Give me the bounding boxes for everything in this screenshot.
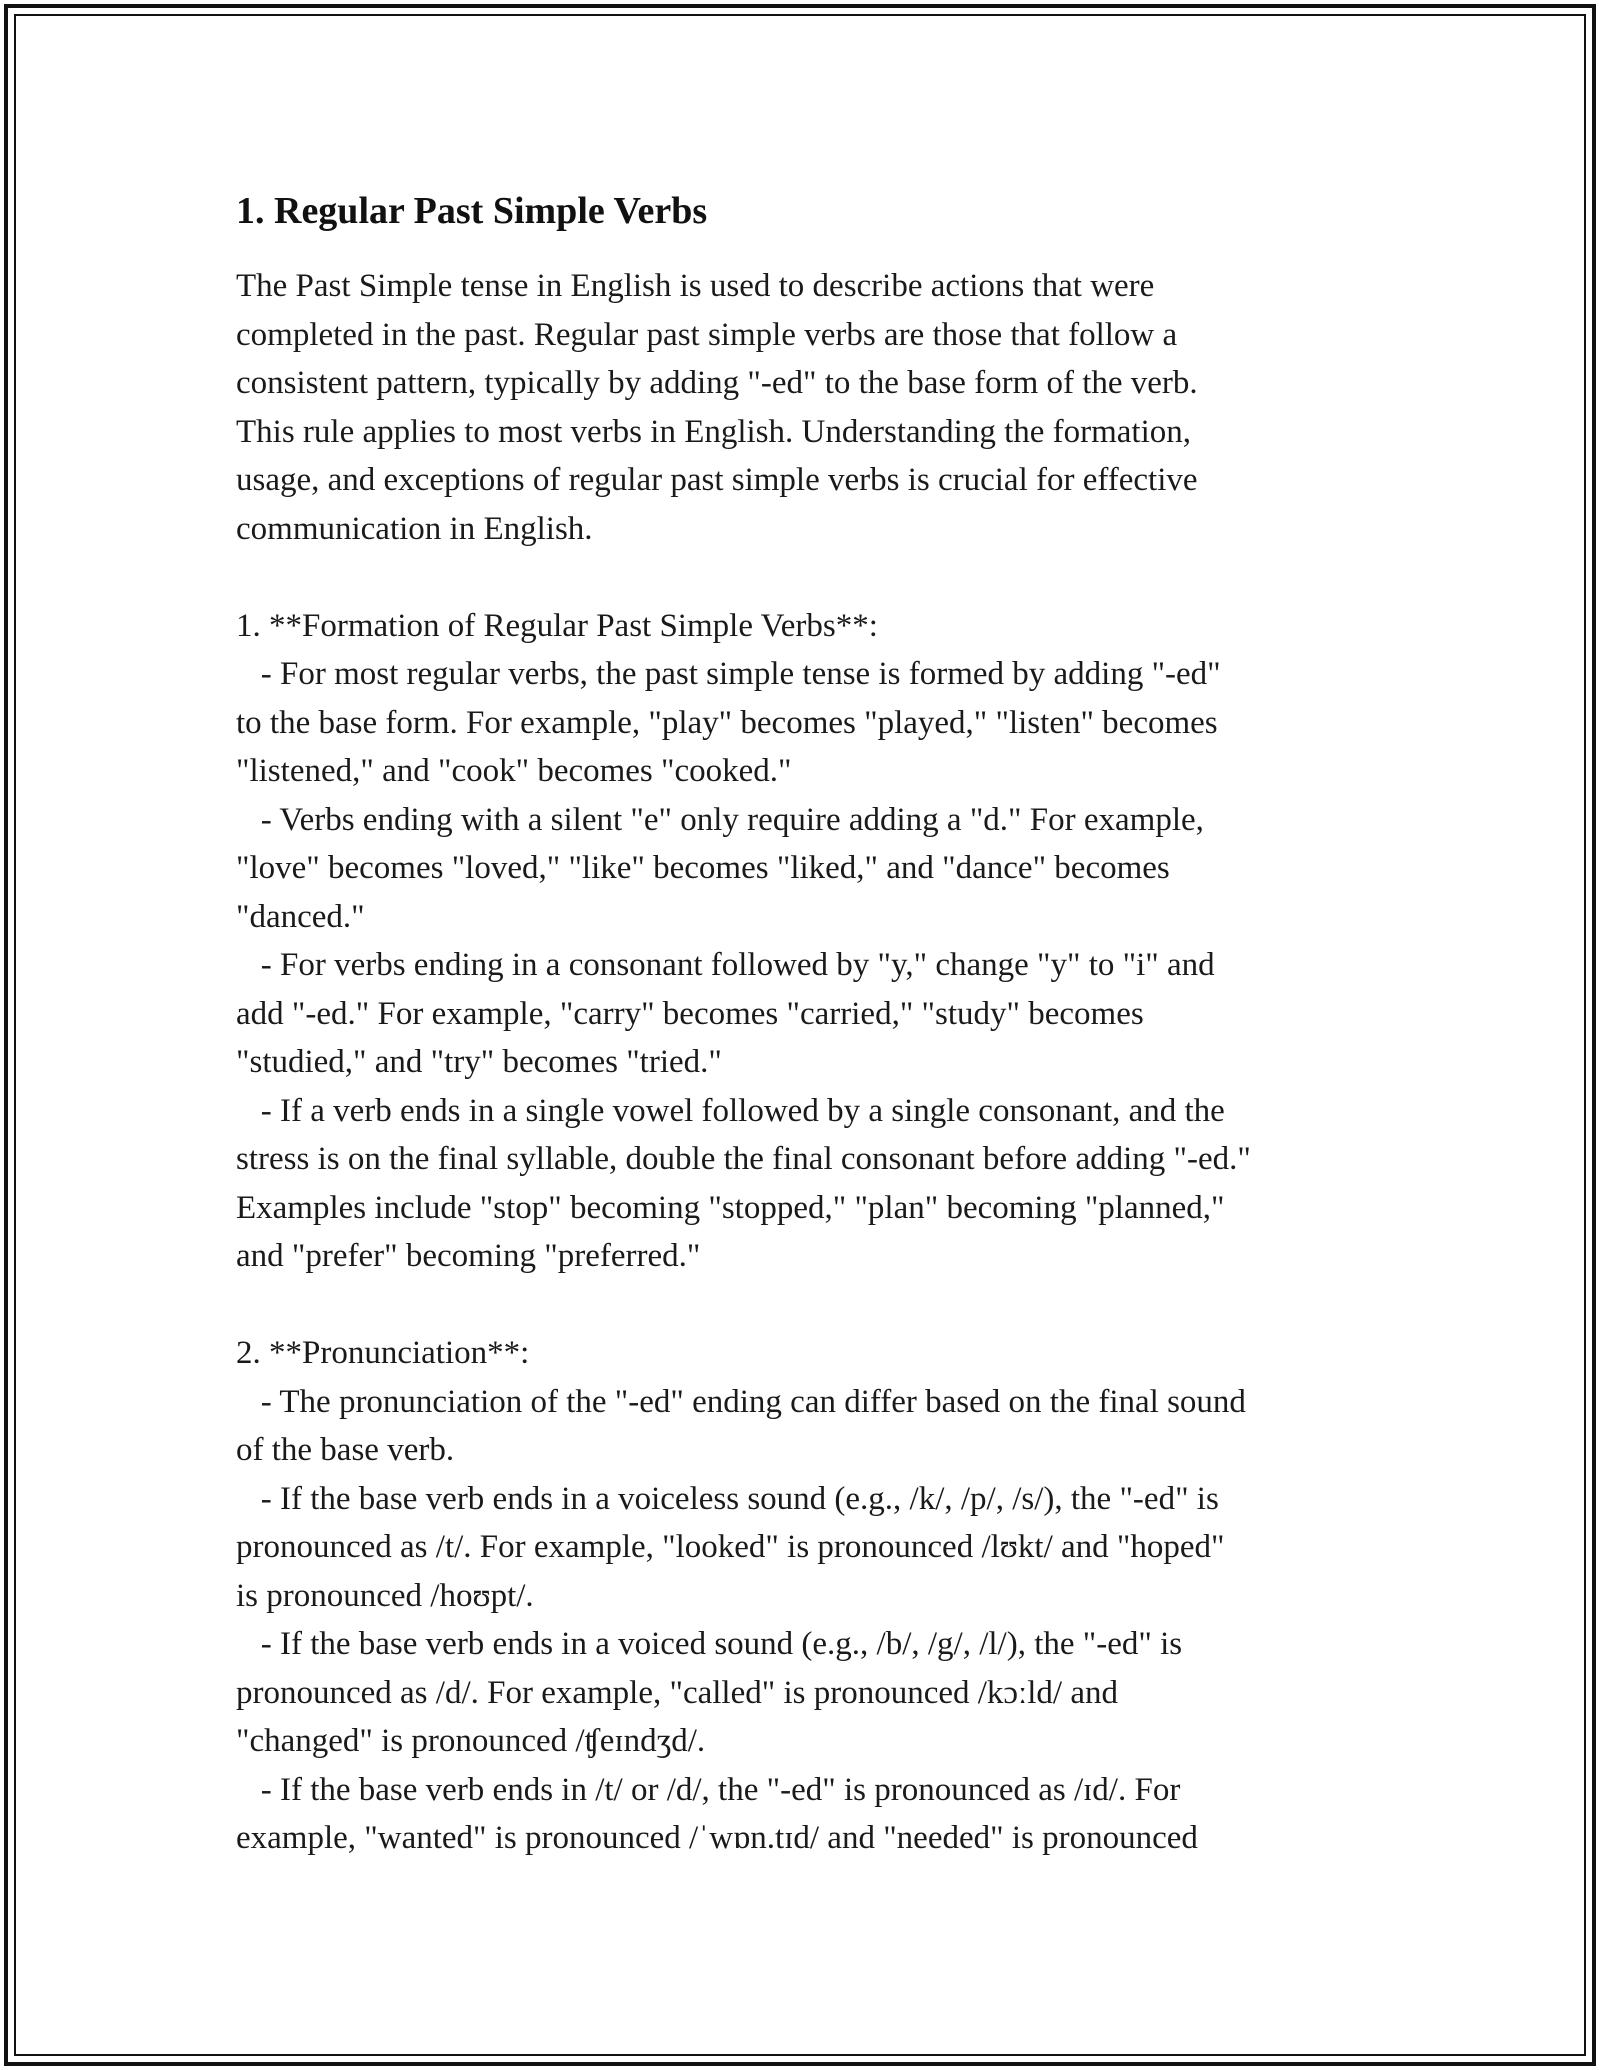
- pronunciation-section: 2. **Pronunciation**: - The pronunciation of the "-ed" ending can differ based on the final sound of the base verb. - If the base verb ends in a voiceless sound (e.g., /k/, /p/, /s/), the "-ed" is pronounced as /t/. For example, "looked" is pronounced /lʊkt/ and "hoped" is pronounced /hoʊpt/. - If the base verb ends in a voiced sound (e.g., /b/, /g/, /l/), the "-ed" is pronounced as /d/. For example, "called" is pronounced /kɔːld/ and "changed" is pronounced /ʧeɪndʒd/. - If the base verb ends in /t/ or /d/, the "-ed" is pronounced as /ɪd/. For example, "wanted" is pronounced /ˈwɒn.tɪd/ and "needed" is pronounced: [236, 1335, 1246, 1856]
- document-body: [236, 186, 1386, 1863]
- section-heading: 1. Regular Past Simple Verbs: [236, 190, 708, 232]
- formation-section: 1. **Formation of Regular Past Simple Verbs**: - For most regular verbs, the past simple tense is formed by adding "-ed" to the base form. For example, "play" becomes "played," "listen" becomes "listened," and "cook" becomes "cooked." - Verbs ending with a silent "e" only require adding a "d." For example, "love" becomes "loved," "like" becomes "liked," and "dance" becomes "danced." - For verbs ending in a consonant followed by "y," change "y" to "i" and add "-ed." For example, "carry" becomes "carried," "study" becomes "studied," and "try" becomes "tried." - If a verb ends in a single vowel followed by a single consonant, and the stress is on the final syllable, double the final consonant before adding "-ed." Examples include "stop" becoming "stopped," "plan" becoming "planned," and "prefer" becoming "preferred.": [236, 607, 1251, 1274]
- paragraph-spacer: [236, 553, 1386, 602]
- intro-paragraph: The Past Simple tense in English is used to describe actions that were completed in the past. Regular past simple verbs are those that follow a consistent pattern, typically by adding "-ed" to the base form of the verb. This rule applies to most verbs in English. Understanding the formation, usage, and exceptions of regular past simple verbs is crucial for effective communication in English.: [236, 268, 1198, 547]
- paragraph-spacer: [236, 1281, 1386, 1330]
